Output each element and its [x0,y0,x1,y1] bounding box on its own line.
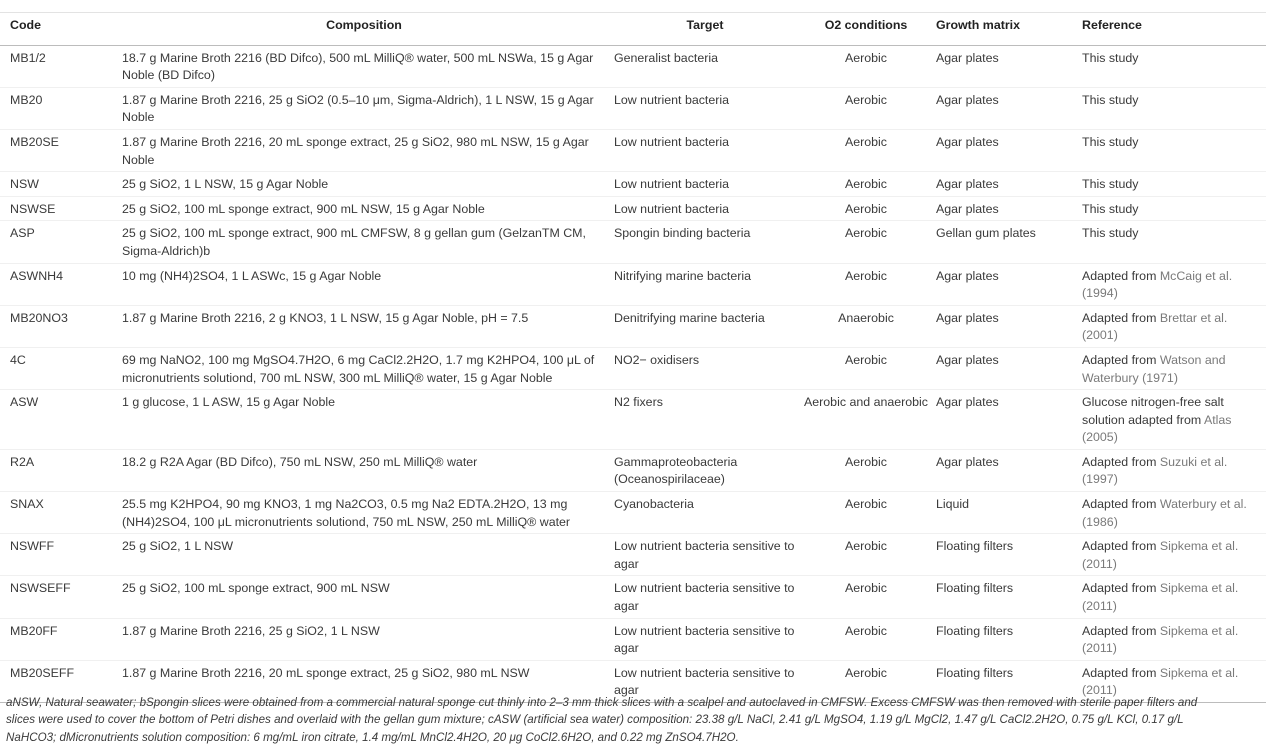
reference-prefix: This study [1082,177,1139,192]
table-row [0,576,1266,618]
reference-prefix: Adapted from [1082,268,1157,283]
cell-o2-conditions: Aerobic [800,347,932,389]
reference-link[interactable]: Waterbury et al. (1986) [1082,497,1247,529]
culture-media-table [0,12,1266,703]
reference-link[interactable]: Watson and Waterbury (1971) [1082,352,1226,385]
cell-reference [1078,449,1266,491]
header-row [0,13,1266,46]
cell-code: R2A [0,449,118,491]
header-composition: Composition [118,13,610,46]
cell-growth-matrix: Agar plates [932,449,1078,491]
cell-reference [1078,263,1266,305]
cell-reference [1078,196,1266,221]
cell-reference [1078,576,1266,618]
cell-code: MB20SEFF [0,660,118,702]
cell-reference [1078,87,1266,129]
cell-code: NSWSEFF [0,576,118,618]
reference-prefix: Adapted from [1082,665,1157,680]
cell-reference [1078,45,1266,87]
cell-target: Low nutrient bacteria [610,172,800,197]
table-row [0,129,1266,171]
cell-code: MB1/2 [0,45,118,87]
reference-link[interactable]: Brettar et al. (2001) [1082,310,1228,343]
table-row [0,618,1266,660]
cell-o2-conditions: Aerobic [800,576,932,618]
cell-composition: 10 mg (NH4)2SO4, 1 L ASWc, 15 g Agar Noble [118,263,610,305]
table-row [0,492,1266,534]
cell-o2-conditions: Aerobic [800,172,932,197]
cell-reference [1078,172,1266,197]
cell-growth-matrix: Agar plates [932,45,1078,87]
cell-code: NSW [0,172,118,197]
cell-o2-conditions: Aerobic [800,45,932,87]
cell-o2-conditions: Aerobic and anaerobic [800,390,932,450]
cell-composition: 1.87 g Marine Broth 2216, 20 mL sponge extract, 25 g SiO2, 980 mL NSW, 15 g Agar Noble [118,129,610,171]
cell-composition: 25.5 mg K2HPO4, 90 mg KNO3, 1 mg Na2CO3, 0.5 mg Na2 EDTA.2H2O, 13 mg (NH4)2SO4, 100 μL micronutrients solutiond, 750 mL NSW, 250 mL MilliQ® water [118,492,610,534]
cell-code: MB20 [0,87,118,129]
reference-prefix: Adapted from [1082,539,1157,554]
cell-reference [1078,305,1266,347]
reference-link[interactable]: Atlas (2005) [1082,412,1232,445]
cell-composition: 1.87 g Marine Broth 2216, 2 g KNO3, 1 L NSW, 15 g Agar Noble, pH = 7.5 [118,305,610,347]
table-row [0,221,1266,263]
cell-target: Low nutrient bacteria [610,87,800,129]
cell-code: ASP [0,221,118,263]
reference-prefix: Adapted from [1082,623,1157,638]
cell-o2-conditions: Aerobic [800,129,932,171]
table-row [0,263,1266,305]
header-growth-matrix: Growth matrix [932,13,1078,46]
cell-o2-conditions: Aerobic [800,263,932,305]
cell-target: N2 fixers [610,390,800,450]
reference-prefix: Adapted from [1082,581,1157,596]
header-o2-conditions: O2 conditions [800,13,932,46]
cell-growth-matrix: Agar plates [932,390,1078,450]
cell-composition: 25 g SiO2, 100 mL sponge extract, 900 mL CMFSW, 8 g gellan gum (GelzanTM CM, Sigma-Aldrich)b [118,221,610,263]
cell-target: Low nutrient bacteria sensitive to agar [610,576,800,618]
cell-target: Low nutrient bacteria [610,129,800,171]
reference-prefix: Adapted from [1082,454,1157,469]
reference-link[interactable]: Sipkema et al. (2011) [1082,665,1239,698]
cell-composition: 1.87 g Marine Broth 2216, 25 g SiO2 (0.5–10 μm, Sigma-Aldrich), 1 L NSW, 15 g Agar Noble [118,87,610,129]
cell-composition: 25 g SiO2, 100 mL sponge extract, 900 mL NSW, 15 g Agar Noble [118,196,610,221]
table-body [0,45,1266,702]
reference-link[interactable]: McCaig et al. (1994) [1082,268,1233,301]
cell-growth-matrix: Agar plates [932,172,1078,197]
cell-code: ASW [0,390,118,450]
cell-code: MB20SE [0,129,118,171]
cell-o2-conditions: Aerobic [800,87,932,129]
cell-composition: 25 g SiO2, 1 L NSW, 15 g Agar Noble [118,172,610,197]
cell-code: MB20FF [0,618,118,660]
table-row [0,534,1266,576]
cell-growth-matrix: Floating filters [932,576,1078,618]
cell-growth-matrix: Floating filters [932,534,1078,576]
reference-prefix: This study [1082,226,1139,241]
cell-o2-conditions: Aerobic [800,618,932,660]
reference-prefix: This study [1082,134,1139,149]
reference-link[interactable]: Sipkema et al. (2011) [1082,623,1239,656]
cell-o2-conditions: Aerobic [800,196,932,221]
cell-reference [1078,618,1266,660]
cell-growth-matrix: Agar plates [932,263,1078,305]
table-row [0,172,1266,197]
cell-reference [1078,534,1266,576]
cell-code: MB20NO3 [0,305,118,347]
cell-composition: 18.2 g R2A Agar (BD Difco), 750 mL NSW, 250 mL MilliQ® water [118,449,610,491]
header-reference: Reference [1078,13,1266,46]
table-row [0,390,1266,450]
cell-reference [1078,129,1266,171]
cell-code: ASWNH4 [0,263,118,305]
cell-reference [1078,492,1266,534]
cell-reference [1078,221,1266,263]
cell-o2-conditions: Aerobic [800,492,932,534]
cell-growth-matrix: Floating filters [932,660,1078,702]
cell-target: Gammaproteobacteria (Oceanospirilaceae) [610,449,800,491]
reference-prefix: This study [1082,201,1139,216]
cell-target: Generalist bacteria [610,45,800,87]
cell-o2-conditions: Aerobic [800,534,932,576]
table-row [0,305,1266,347]
table-row [0,45,1266,87]
cell-target: Cyanobacteria [610,492,800,534]
cell-composition: 25 g SiO2, 1 L NSW [118,534,610,576]
table-row [0,347,1266,389]
reference-prefix: This study [1082,92,1139,107]
header-code: Code [0,13,118,46]
cell-growth-matrix: Agar plates [932,129,1078,171]
cell-code: SNAX [0,492,118,534]
cell-target: Low nutrient bacteria sensitive to agar [610,660,800,702]
cell-code: NSWSE [0,196,118,221]
header-target: Target [610,13,800,46]
cell-code: NSWFF [0,534,118,576]
cell-o2-conditions: Aerobic [800,660,932,702]
table-footnote: aNSW, Natural seawater; bSpongin slices were obtained from a commercial natural sponge cut thinly into 2–3 mm thick slices with a scalpel and autoclaved in CMFSW. Excess CMFSW was then removed with sterile paper filters and slices were used to cover the bottom of Petri dishes and overlaid with the gellan gum mixture; cASW (artificial sea water) composition: 23.38 g/L NaCl, 2.41 g/L MgSO4, 1.19 g/L MgCl2, 1.47 g/L CaCl2.2H2O, 0.75 g/L KCl, 0.17 g/L NaHCO3; dMicronutrients solution composition: 6 mg/mL iron citrate, 1.4 mg/mL MnCl2.4H2O, 20 μg CoCl2.6H2O, and 0.22 mg ZnSO4.7H2O. [6,696,1198,744]
reference-link[interactable]: Sipkema et al. (2011) [1082,539,1239,571]
cell-target: Spongin binding bacteria [610,221,800,263]
cell-target: Denitrifying marine bacteria [610,305,800,347]
cell-growth-matrix: Agar plates [932,196,1078,221]
cell-growth-matrix: Agar plates [932,305,1078,347]
cell-reference [1078,347,1266,389]
reference-prefix: Adapted from [1082,497,1157,512]
reference-prefix: Glucose nitrogen-free salt solution adapted from [1082,395,1224,427]
cell-target: Nitrifying marine bacteria [610,263,800,305]
table-row [0,449,1266,491]
cell-target: NO2− oxidisers [610,347,800,389]
cell-o2-conditions: Anaerobic [800,305,932,347]
cell-growth-matrix: Agar plates [932,347,1078,389]
reference-prefix: Adapted from [1082,352,1157,367]
table-row [0,87,1266,129]
cell-composition: 69 mg NaNO2, 100 mg MgSO4.7H2O, 6 mg CaCl2.2H2O, 1.7 mg K2HPO4, 100 μL of micronutrients solutiond, 700 mL NSW, 300 mL MilliQ® water, 15 g Agar Noble [118,347,610,389]
cell-o2-conditions: Aerobic [800,221,932,263]
cell-growth-matrix: Agar plates [932,87,1078,129]
cell-composition: 1.87 g Marine Broth 2216, 20 mL sponge extract, 25 g SiO2, 980 mL NSW [118,660,610,702]
cell-growth-matrix: Floating filters [932,618,1078,660]
cell-code: 4C [0,347,118,389]
cell-target: Low nutrient bacteria sensitive to agar [610,618,800,660]
cell-composition: 1.87 g Marine Broth 2216, 25 g SiO2, 1 L NSW [118,618,610,660]
cell-growth-matrix: Gellan gum plates [932,221,1078,263]
cell-composition: 18.7 g Marine Broth 2216 (BD Difco), 500 mL MilliQ® water, 500 mL NSWa, 15 g Agar Noble (BD Difco) [118,45,610,87]
table-row [0,196,1266,221]
cell-target: Low nutrient bacteria sensitive to agar [610,534,800,576]
cell-target: Low nutrient bacteria [610,196,800,221]
reference-link[interactable]: Sipkema et al. (2011) [1082,581,1239,614]
reference-link[interactable]: Suzuki et al. (1997) [1082,454,1228,487]
reference-prefix: This study [1082,50,1139,65]
cell-growth-matrix: Liquid [932,492,1078,534]
reference-prefix: Adapted from [1082,310,1157,325]
cell-composition: 25 g SiO2, 100 mL sponge extract, 900 mL NSW [118,576,610,618]
cell-o2-conditions: Aerobic [800,449,932,491]
cell-reference [1078,390,1266,450]
cell-composition: 1 g glucose, 1 L ASW, 15 g Agar Noble [118,390,610,450]
